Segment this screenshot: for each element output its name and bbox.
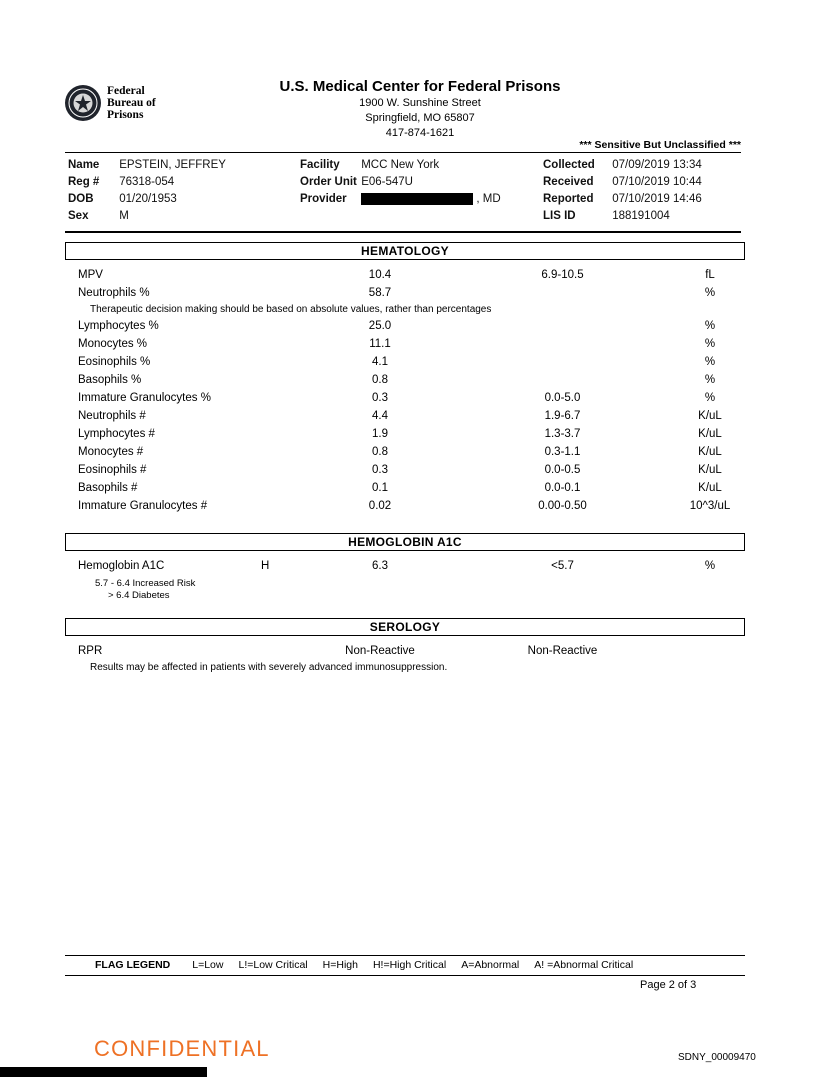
facility-label: Facility: [300, 159, 340, 171]
received-value: 07/10/2019 10:44: [612, 176, 702, 188]
test-range: Non-Reactive: [527, 645, 598, 657]
test-range: 0.0-0.5: [544, 464, 581, 476]
test-units: K/uL: [698, 410, 722, 422]
patient-sex-label: Sex: [68, 210, 89, 222]
test-range: 0.0-0.1: [544, 482, 581, 494]
lis-id-label: LIS ID: [543, 210, 576, 222]
test-units: %: [704, 392, 716, 404]
confidential-stamp: CONFIDENTIAL: [94, 1036, 270, 1061]
hematology-rows: [65, 266, 745, 515]
flag-legend: [65, 955, 745, 976]
order-unit-value: E06-547U: [361, 176, 413, 188]
lab-row-immature-granulocytes-pct: [65, 389, 745, 407]
test-name: Neutrophils %: [78, 287, 150, 299]
test-flag: [261, 389, 310, 407]
test-name: MPV: [78, 269, 103, 281]
test-units: %: [704, 374, 716, 386]
lab-row-immature-granulocytes-abs: [65, 497, 745, 515]
patient-name-row: [68, 157, 300, 174]
flag-legend-item-high: H=High: [322, 959, 358, 971]
lab-row-neutrophils-abs: [65, 407, 745, 425]
test-units: K/uL: [698, 446, 722, 458]
lab-row-eosinophils-pct: [65, 353, 745, 371]
page-number: Page 2 of 3: [640, 979, 697, 991]
test-units: %: [704, 320, 716, 332]
test-name: Eosinophils #: [78, 464, 147, 476]
flag-legend-label: FLAG LEGEND: [95, 959, 171, 971]
test-flag: [261, 642, 310, 660]
flag-legend-item-low: L=Low: [192, 959, 224, 971]
test-range: [450, 371, 675, 389]
patient-sex-row: [68, 208, 300, 225]
facility-row: [300, 157, 543, 174]
test-units: K/uL: [698, 428, 722, 440]
test-range: [450, 353, 675, 371]
org-name-line1: Federal: [107, 85, 145, 97]
test-name: Basophils #: [78, 482, 138, 494]
facility-value: MCC New York: [361, 159, 440, 171]
test-flag: [261, 443, 310, 461]
test-flag: [261, 425, 310, 443]
test-units: 10^3/uL: [689, 500, 731, 512]
test-units: %: [704, 287, 716, 299]
test-value: 25.0: [368, 320, 392, 332]
test-value: 10.4: [368, 269, 392, 281]
test-name: Eosinophils %: [78, 356, 151, 368]
patient-dob-value: 01/20/1953: [119, 193, 177, 205]
serology-section: [65, 618, 745, 675]
test-value: 6.3: [372, 560, 388, 572]
test-name: Hemoglobin A1C: [78, 560, 165, 572]
test-value: 0.8: [372, 374, 388, 386]
test-range: 6.9-10.5: [541, 269, 584, 281]
test-flag: [261, 335, 310, 353]
hematology-section: [65, 242, 745, 515]
test-flag: [261, 461, 310, 479]
test-value: 1.9: [372, 428, 388, 440]
test-flag: [261, 353, 310, 371]
test-flag: [261, 266, 310, 284]
flag-legend-item-abnormal: A=Abnormal: [461, 959, 520, 971]
lab-row-monocytes-pct: [65, 335, 745, 353]
lab-row-basophils-abs: [65, 479, 745, 497]
phone-number: 417-874-1621: [385, 127, 455, 139]
test-units: K/uL: [698, 482, 722, 494]
test-name: Basophils %: [78, 374, 142, 386]
neutrophils-note: Therapeutic decision making should be based on absolute values, rather than percentages: [90, 304, 492, 315]
lab-row-lymphocytes-abs: [65, 425, 745, 443]
test-range: [450, 284, 675, 302]
test-flag: [261, 497, 310, 515]
patient-dob-label: DOB: [68, 193, 94, 205]
test-units: %: [704, 560, 716, 572]
test-range: 0.3-1.1: [544, 446, 581, 458]
serology-section-title: SEROLOGY: [65, 618, 745, 636]
flag-legend-item-low-critical: L!=Low Critical: [238, 959, 308, 971]
test-flag: [261, 371, 310, 389]
test-name: Monocytes %: [78, 338, 148, 350]
test-value: 0.1: [372, 482, 388, 494]
hemoglobin-a1c-section-title: HEMOGLOBIN A1C: [65, 533, 745, 551]
document-title: U.S. Medical Center for Federal Prisons: [279, 78, 561, 95]
test-value: 0.02: [368, 500, 392, 512]
provider-row: [300, 191, 543, 208]
test-range: 0.0-5.0: [544, 392, 581, 404]
address-line2: Springfield, MO 65807: [365, 112, 475, 124]
patient-reg-value: 76318-054: [119, 176, 175, 188]
test-name: Lymphocytes #: [78, 428, 155, 440]
a1c-note-line1: 5.7 - 6.4 Increased Risk: [95, 578, 196, 589]
test-value: 11.1: [369, 338, 391, 350]
test-value: 4.1: [372, 356, 388, 368]
lab-row-monocytes-abs: [65, 443, 745, 461]
classification-banner: *** Sensitive But Unclassified ***: [579, 139, 741, 151]
a1c-note-line2: > 6.4 Diabetes: [108, 590, 170, 601]
org-name-line3: Prisons: [107, 109, 144, 121]
test-value: 4.4: [372, 410, 388, 422]
collected-value: 07/09/2019 13:34: [612, 159, 702, 171]
test-value: 58.7: [368, 287, 392, 299]
flag-legend-item-high-critical: H!=High Critical: [372, 959, 447, 971]
bates-number: SDNY_00009470: [678, 1052, 756, 1063]
lab-row-lymphocytes-pct: [65, 317, 745, 335]
lab-row-rpr: [65, 642, 745, 660]
test-name: Monocytes #: [78, 446, 144, 458]
test-value: 0.3: [372, 392, 388, 404]
lis-id-row: [543, 208, 741, 225]
provider-redaction-box: [361, 193, 473, 205]
test-name: Lymphocytes %: [78, 320, 159, 332]
lab-row-hemoglobin-a1c: [65, 557, 745, 575]
flag-legend-item-abnormal-critical: A! =Abnormal Critical: [534, 959, 634, 971]
received-row: [543, 174, 741, 191]
test-name: Neutrophils #: [78, 410, 146, 422]
lab-row-eosinophils-abs: [65, 461, 745, 479]
test-units: fL: [705, 269, 715, 281]
patient-col-dates: [543, 157, 741, 225]
test-units: [675, 642, 745, 660]
provider-label: Provider: [300, 193, 347, 205]
hematology-section-title: HEMATOLOGY: [65, 242, 745, 260]
test-flag: [261, 317, 310, 335]
hemoglobin-a1c-section: [65, 533, 745, 602]
patient-name-value: EPSTEIN, JEFFREY: [119, 159, 226, 171]
order-unit-row: [300, 174, 543, 191]
rpr-note: Results may be affected in patients with severely advanced immunosuppression.: [90, 662, 448, 673]
bottom-redaction-bar: [0, 1067, 207, 1077]
test-range: [450, 317, 675, 335]
lis-id-value: 188191004: [612, 210, 670, 222]
test-range: 1.3-3.7: [544, 428, 581, 440]
serology-rows: [65, 642, 745, 675]
address-line1: 1900 W. Sunshine Street: [359, 97, 481, 109]
patient-dob-row: [68, 191, 300, 208]
patient-reg-label: Reg #: [68, 176, 100, 188]
test-name: Immature Granulocytes #: [78, 500, 208, 512]
reported-row: [543, 191, 741, 208]
collected-row: [543, 157, 741, 174]
test-flag: [261, 479, 310, 497]
received-label: Received: [543, 176, 594, 188]
reported-label: Reported: [543, 193, 594, 205]
test-name: Immature Granulocytes %: [78, 392, 211, 404]
test-range: 0.00-0.50: [538, 500, 587, 512]
test-range: <5.7: [551, 560, 574, 572]
patient-info-block: [65, 152, 741, 233]
test-flag: [261, 407, 310, 425]
patient-col-identity: [68, 157, 300, 225]
provider-suffix: , MD: [476, 193, 501, 205]
patient-name-label: Name: [68, 159, 100, 171]
letterhead: [30, 78, 810, 140]
test-name: RPR: [78, 645, 103, 657]
test-range: 1.9-6.7: [544, 410, 581, 422]
test-range: [450, 335, 675, 353]
patient-reg-row: [68, 174, 300, 191]
org-name-line2: Bureau of: [107, 97, 156, 109]
test-units: K/uL: [698, 464, 722, 476]
lab-row-basophils-pct: [65, 371, 745, 389]
patient-sex-value: M: [119, 210, 129, 222]
reported-value: 07/10/2019 14:46: [612, 193, 702, 205]
test-value: 0.8: [372, 446, 388, 458]
high-flag: H: [261, 560, 270, 572]
test-value: 0.3: [372, 464, 388, 476]
collected-label: Collected: [543, 159, 595, 171]
hemoglobin-a1c-rows: [65, 557, 745, 602]
test-units: %: [704, 338, 716, 350]
test-flag: [261, 284, 310, 302]
lab-row-neutrophils-pct: [65, 284, 745, 302]
lab-row-mpv: [65, 266, 745, 284]
order-unit-label: Order Unit: [300, 176, 357, 188]
test-units: %: [704, 356, 716, 368]
test-value: Non-Reactive: [345, 645, 415, 657]
patient-col-facility: [300, 157, 543, 225]
